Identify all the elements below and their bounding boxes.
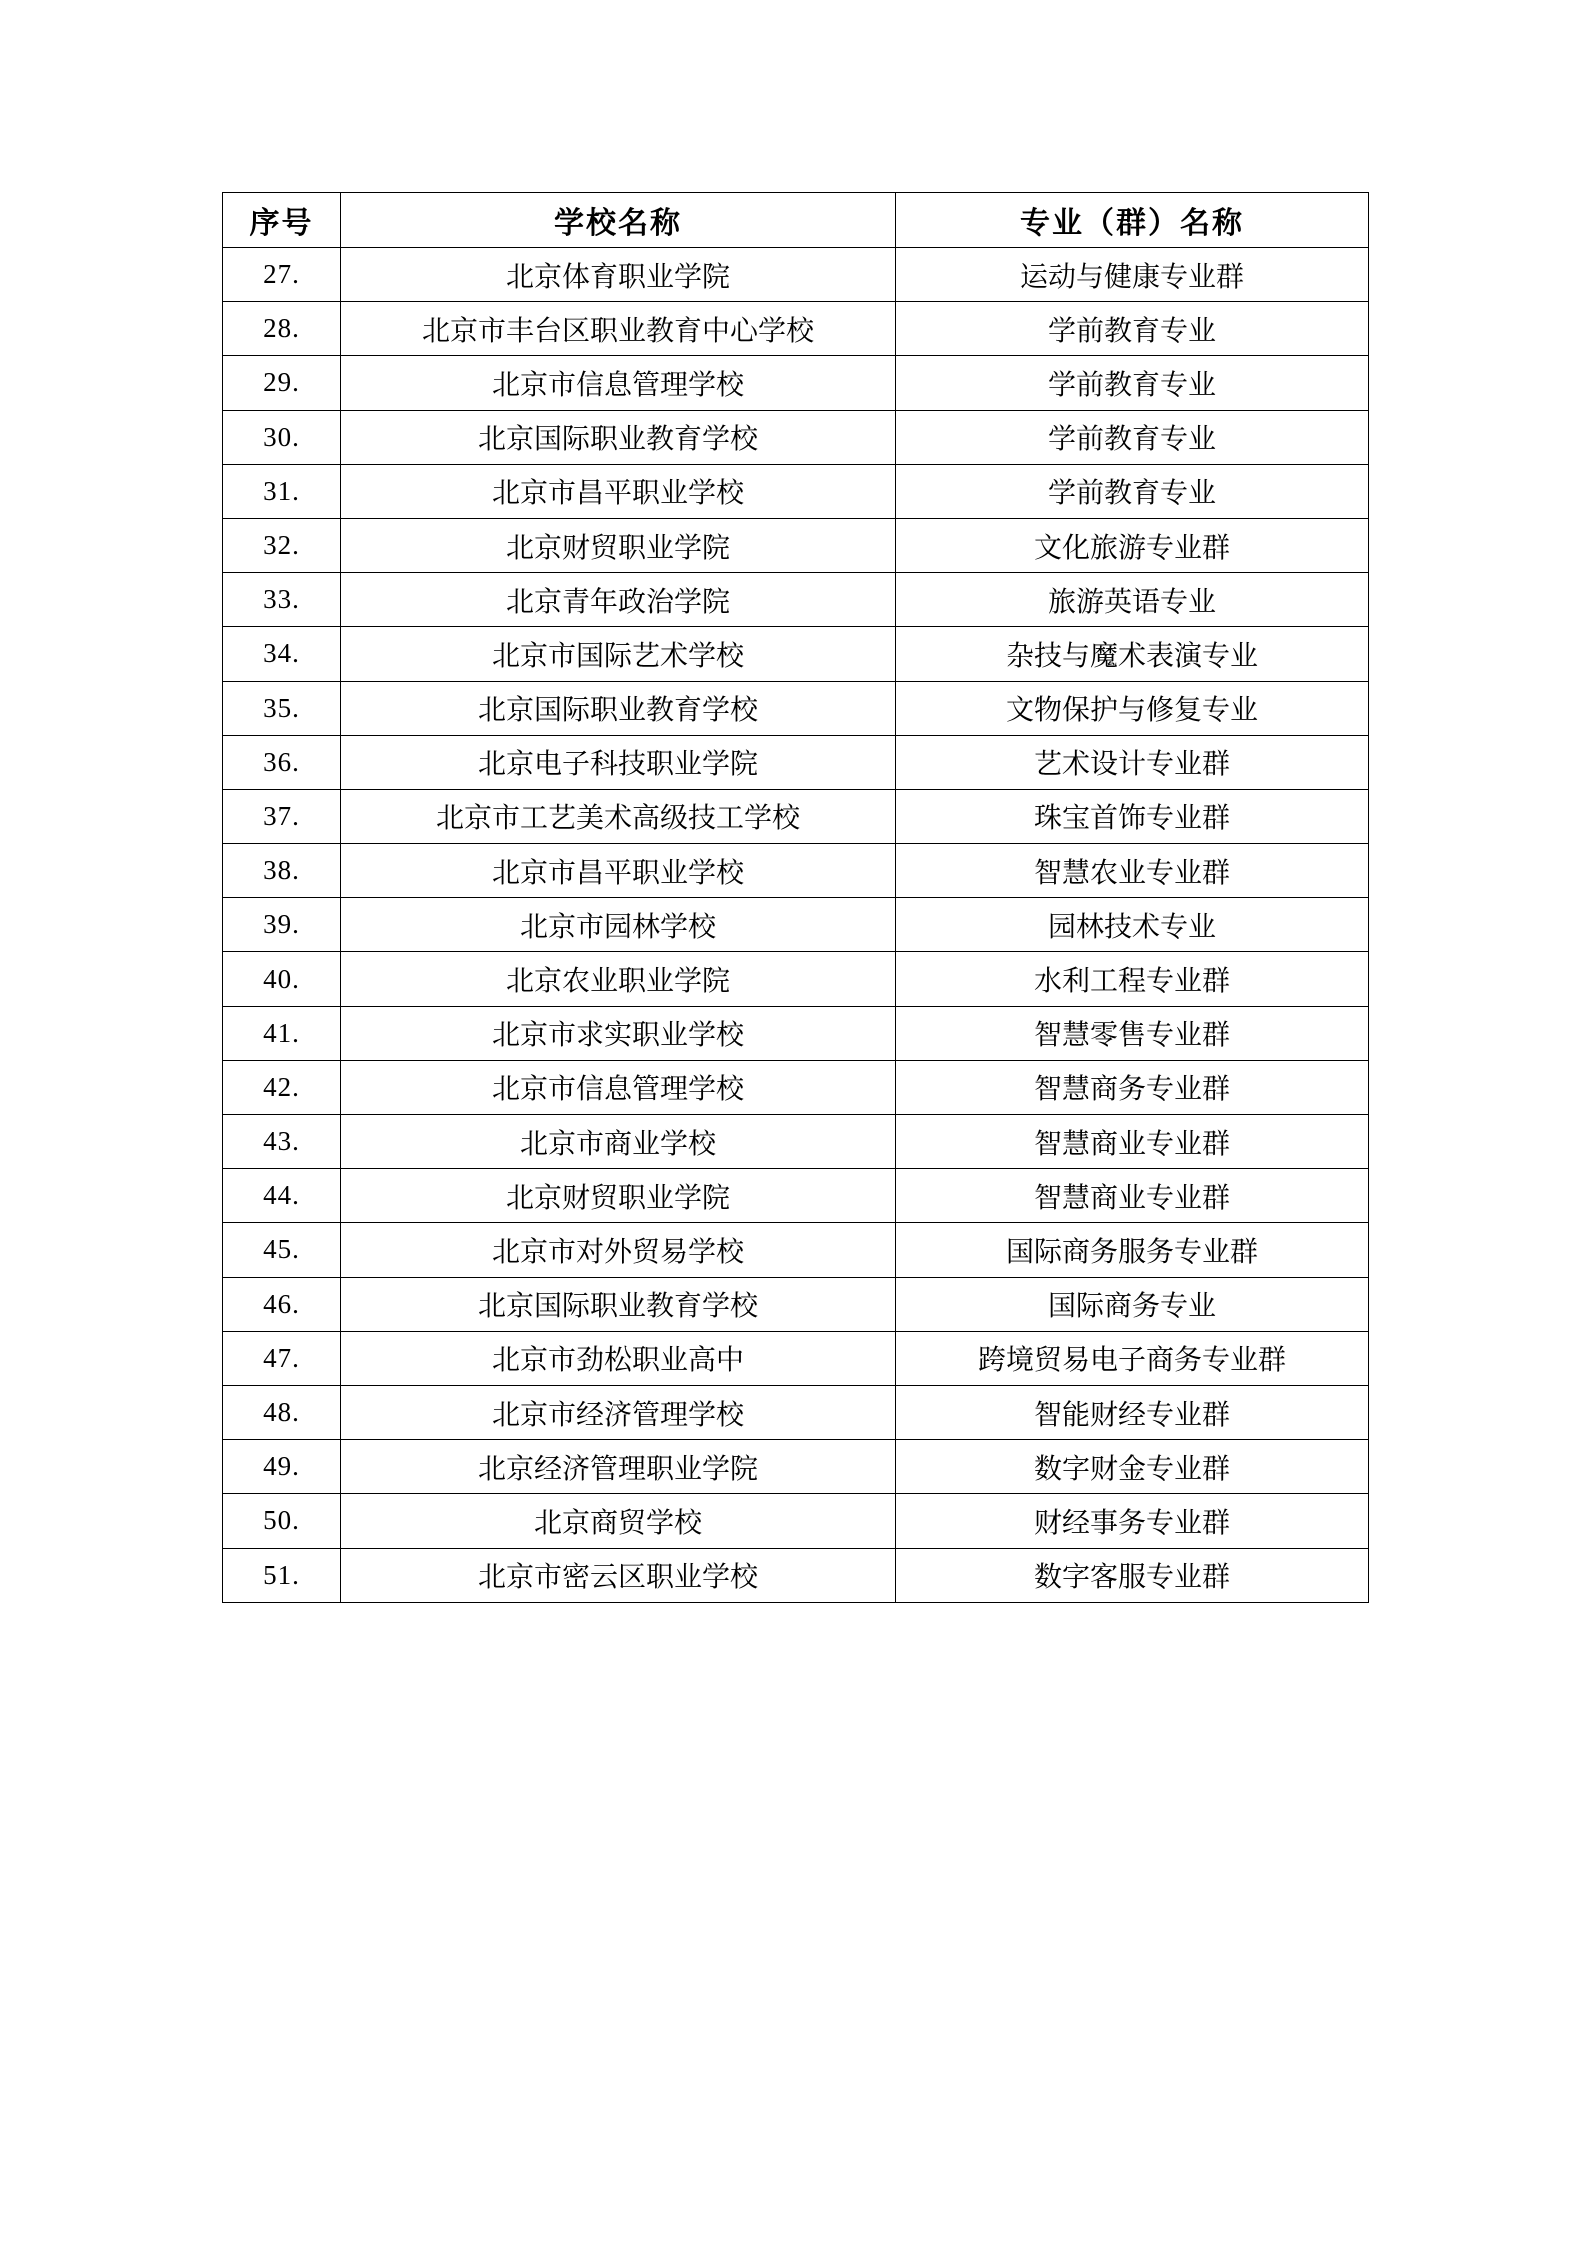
serial-number-cell: 36. [223, 735, 341, 789]
table-row [223, 1223, 1369, 1277]
table-row [223, 248, 1369, 302]
school-name-cell: 北京市园林学校 [341, 898, 896, 952]
serial-number-cell: 49. [223, 1440, 341, 1494]
major-name-cell: 跨境贸易电子商务专业群 [896, 1331, 1369, 1385]
school-name-cell: 北京市昌平职业学校 [341, 464, 896, 518]
major-name-cell: 学前教育专业 [896, 410, 1369, 464]
table-row [223, 573, 1369, 627]
school-name-cell: 北京市工艺美术高级技工学校 [341, 789, 896, 843]
table-header [223, 193, 1369, 248]
major-name-cell: 学前教育专业 [896, 356, 1369, 410]
table-row [223, 1060, 1369, 1114]
serial-number-cell: 41. [223, 1006, 341, 1060]
serial-number-cell: 34. [223, 627, 341, 681]
table-row [223, 681, 1369, 735]
table-row [223, 898, 1369, 952]
table-row [223, 735, 1369, 789]
school-name-cell: 北京电子科技职业学院 [341, 735, 896, 789]
major-name-cell: 学前教育专业 [896, 464, 1369, 518]
serial-number-cell: 32. [223, 518, 341, 572]
major-name-cell: 财经事务专业群 [896, 1494, 1369, 1548]
table-row [223, 1169, 1369, 1223]
serial-number-cell: 47. [223, 1331, 341, 1385]
school-name-cell: 北京国际职业教育学校 [341, 410, 896, 464]
serial-number-cell: 38. [223, 844, 341, 898]
table-row [223, 518, 1369, 572]
serial-number-cell: 28. [223, 302, 341, 356]
school-name-cell: 北京市国际艺术学校 [341, 627, 896, 681]
school-name-cell: 北京体育职业学院 [341, 248, 896, 302]
table-row [223, 302, 1369, 356]
major-name-cell: 国际商务服务专业群 [896, 1223, 1369, 1277]
table-row [223, 410, 1369, 464]
serial-number-cell: 31. [223, 464, 341, 518]
school-name-cell: 北京市经济管理学校 [341, 1385, 896, 1439]
school-name-cell: 北京市商业学校 [341, 1115, 896, 1169]
table-row [223, 627, 1369, 681]
major-name-cell: 旅游英语专业 [896, 573, 1369, 627]
serial-number-cell: 27. [223, 248, 341, 302]
major-name-cell: 数字财金专业群 [896, 1440, 1369, 1494]
major-name-cell: 学前教育专业 [896, 302, 1369, 356]
school-name-cell: 北京市求实职业学校 [341, 1006, 896, 1060]
serial-number-cell: 42. [223, 1060, 341, 1114]
school-name-cell: 北京财贸职业学院 [341, 518, 896, 572]
major-name-cell: 运动与健康专业群 [896, 248, 1369, 302]
table-row [223, 1115, 1369, 1169]
school-name-cell: 北京国际职业教育学校 [341, 681, 896, 735]
major-name-cell: 文化旅游专业群 [896, 518, 1369, 572]
serial-number-cell: 40. [223, 952, 341, 1006]
serial-number-cell: 44. [223, 1169, 341, 1223]
major-name-cell: 珠宝首饰专业群 [896, 789, 1369, 843]
serial-number-cell: 45. [223, 1223, 341, 1277]
header-school-name: 学校名称 [341, 193, 896, 248]
major-name-cell: 文物保护与修复专业 [896, 681, 1369, 735]
serial-number-cell: 39. [223, 898, 341, 952]
major-name-cell: 智慧农业专业群 [896, 844, 1369, 898]
serial-number-cell: 46. [223, 1277, 341, 1331]
table-row [223, 1331, 1369, 1385]
serial-number-cell: 48. [223, 1385, 341, 1439]
school-name-cell: 北京国际职业教育学校 [341, 1277, 896, 1331]
school-name-cell: 北京市信息管理学校 [341, 1060, 896, 1114]
table-row [223, 1494, 1369, 1548]
serial-number-cell: 43. [223, 1115, 341, 1169]
school-name-cell: 北京市昌平职业学校 [341, 844, 896, 898]
school-name-cell: 北京市丰台区职业教育中心学校 [341, 302, 896, 356]
table-row [223, 844, 1369, 898]
major-name-cell: 智慧商业专业群 [896, 1115, 1369, 1169]
table-row [223, 1006, 1369, 1060]
major-name-cell: 国际商务专业 [896, 1277, 1369, 1331]
serial-number-cell: 51. [223, 1548, 341, 1602]
serial-number-cell: 29. [223, 356, 341, 410]
school-name-cell: 北京市劲松职业高中 [341, 1331, 896, 1385]
major-name-cell: 水利工程专业群 [896, 952, 1369, 1006]
table-row [223, 1440, 1369, 1494]
table-row [223, 464, 1369, 518]
school-name-cell: 北京市密云区职业学校 [341, 1548, 896, 1602]
major-name-cell: 智慧商务专业群 [896, 1060, 1369, 1114]
school-name-cell: 北京农业职业学院 [341, 952, 896, 1006]
table-row [223, 356, 1369, 410]
school-name-cell: 北京市信息管理学校 [341, 356, 896, 410]
major-name-cell: 智慧零售专业群 [896, 1006, 1369, 1060]
school-name-cell: 北京市对外贸易学校 [341, 1223, 896, 1277]
serial-number-cell: 35. [223, 681, 341, 735]
school-name-cell: 北京青年政治学院 [341, 573, 896, 627]
major-name-cell: 智慧商业专业群 [896, 1169, 1369, 1223]
header-serial-number: 序号 [223, 193, 341, 248]
serial-number-cell: 50. [223, 1494, 341, 1548]
major-name-cell: 园林技术专业 [896, 898, 1369, 952]
school-name-cell: 北京商贸学校 [341, 1494, 896, 1548]
header-major-group-name: 专业（群）名称 [896, 193, 1369, 248]
table-row [223, 1385, 1369, 1439]
major-name-cell: 杂技与魔术表演专业 [896, 627, 1369, 681]
major-name-cell: 数字客服专业群 [896, 1548, 1369, 1602]
serial-number-cell: 30. [223, 410, 341, 464]
table-body [223, 248, 1369, 1603]
table-row [223, 789, 1369, 843]
school-name-cell: 北京经济管理职业学院 [341, 1440, 896, 1494]
serial-number-cell: 37. [223, 789, 341, 843]
header-row [223, 193, 1369, 248]
major-name-cell: 智能财经专业群 [896, 1385, 1369, 1439]
schools-majors-table [222, 192, 1369, 1603]
school-name-cell: 北京财贸职业学院 [341, 1169, 896, 1223]
serial-number-cell: 33. [223, 573, 341, 627]
table-row [223, 1548, 1369, 1602]
major-name-cell: 艺术设计专业群 [896, 735, 1369, 789]
table-row [223, 952, 1369, 1006]
table-row [223, 1277, 1369, 1331]
